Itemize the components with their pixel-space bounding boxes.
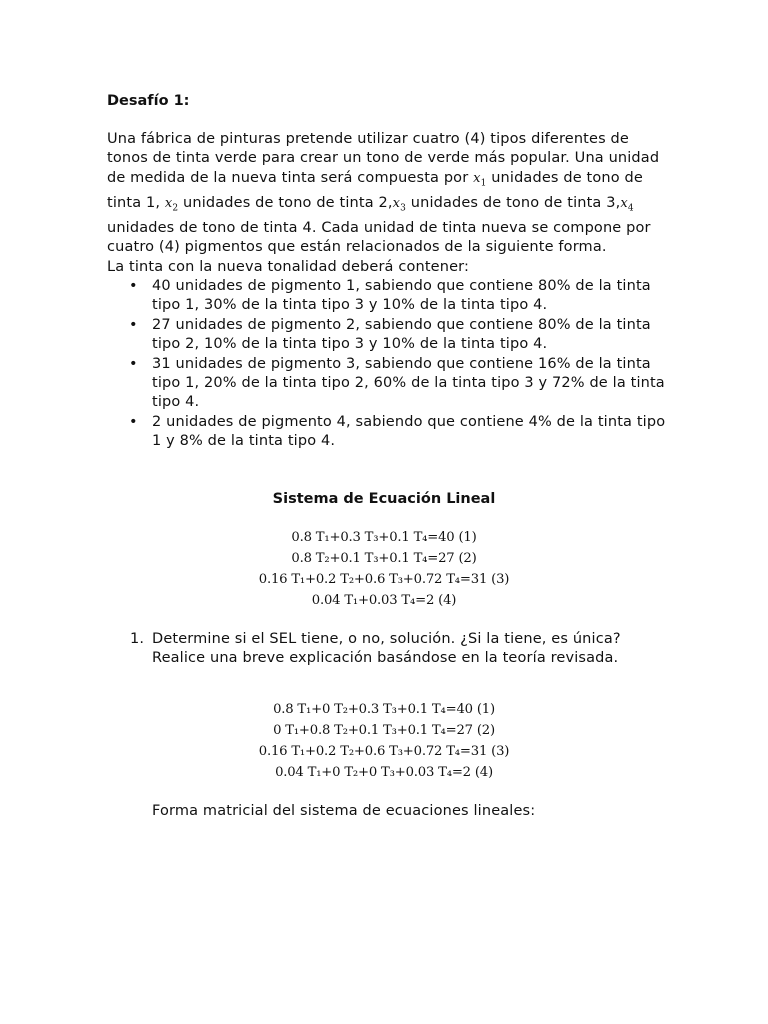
pigment-list [107,277,667,452]
expanded-equation-3: 0.16 T₁+0.2 T₂+0.6 T₃+0.72 T₄=31 (3) [258,744,510,759]
list-lead: La tinta con la nueva tonalidad deberá contener: [107,258,470,275]
problem-statement [107,130,667,452]
variable-x1: $x_1$ [473,170,487,189]
expanded-equation-4: 0.04 T₁+0 T₂+0 T₃+0.03 T₄=2 (4) [275,765,493,780]
matrix-form-label: Forma matricial del sistema de ecuaciones lineales: [152,803,536,819]
variable-x2: $x_2$ [164,195,179,214]
intro-text-5: unidades de tono de tinta 4. Cada unidad de tinta nueva se compone por cuatro (4) pigmentos que están relacionados de la siguiente forma. [107,219,651,256]
variable-x4: $x_4$ [620,195,634,214]
variable-x3: $x_3$ [392,195,406,214]
challenge-heading: Desafío 1: [107,93,190,109]
equation-2: 0.8 T₂+0.1 T₃+0.1 T₄=27 (2) [291,551,477,566]
pigment-item-1: • 40 unidades de pigmento 1, sabiendo que contiene 80% de la tinta tipo 1, 30% de la tinta tipo 3 y 10% de la tinta tipo 4. [152,277,667,316]
intro-text-4: unidades de tono de tinta 3, [406,194,621,211]
equation-system-2 [0,699,768,783]
intro-text-2: unidades de tono de tinta 1, [107,169,643,211]
equation-3: 0.16 T₁+0.2 T₂+0.6 T₃+0.72 T₄=31 (3) [258,572,510,587]
question-number: 1. [130,631,145,647]
question-text: Determine si el SEL tiene, o no, solución. ¿Si la tiene, es única? Realice una breve explicación basándose en la teoría revisada. [152,631,621,667]
pigment-item-2: • 27 unidades de pigmento 2, sabiendo que contiene 80% de la tinta tipo 2, 10% de la tinta tipo 3 y 10% de la tinta tipo 4. [152,316,667,355]
equation-1: 0.8 T₁+0.3 T₃+0.1 T₄=40 (1) [291,530,477,545]
section-title: Sistema de Ecuación Lineal [272,491,496,507]
question-1 [130,630,670,669]
equation-4: 0.04 T₁+0.03 T₄=2 (4) [311,593,457,608]
equation-system-1 [0,527,768,611]
expanded-equation-2: 0 T₁+0.8 T₂+0.1 T₃+0.1 T₄=27 (2) [273,723,495,738]
pigment-item-4: • 2 unidades de pigmento 4, sabiendo que contiene 4% de la tinta tipo 1 y 8% de la tinta tipo 4. [152,413,667,452]
intro-text-3: unidades de tono de tinta 2, [178,194,393,211]
intro-paragraph [107,130,667,258]
pigment-item-3: • 31 unidades de pigmento 3, sabiendo que contiene 16% de la tinta tipo 1, 20% de la tinta tipo 2, 60% de la tinta tipo 3 y 72% de la tinta tipo 4. [152,355,667,413]
expanded-equation-1: 0.8 T₁+0 T₂+0.3 T₃+0.1 T₄=40 (1) [273,702,495,717]
intro-text-1: Una fábrica de pinturas pretende utilizar cuatro (4) tipos diferentes de tonos de tinta verde para crear un tono de verde más popular. Una unidad de medida de la nueva tinta será compuesta por [107,131,660,186]
